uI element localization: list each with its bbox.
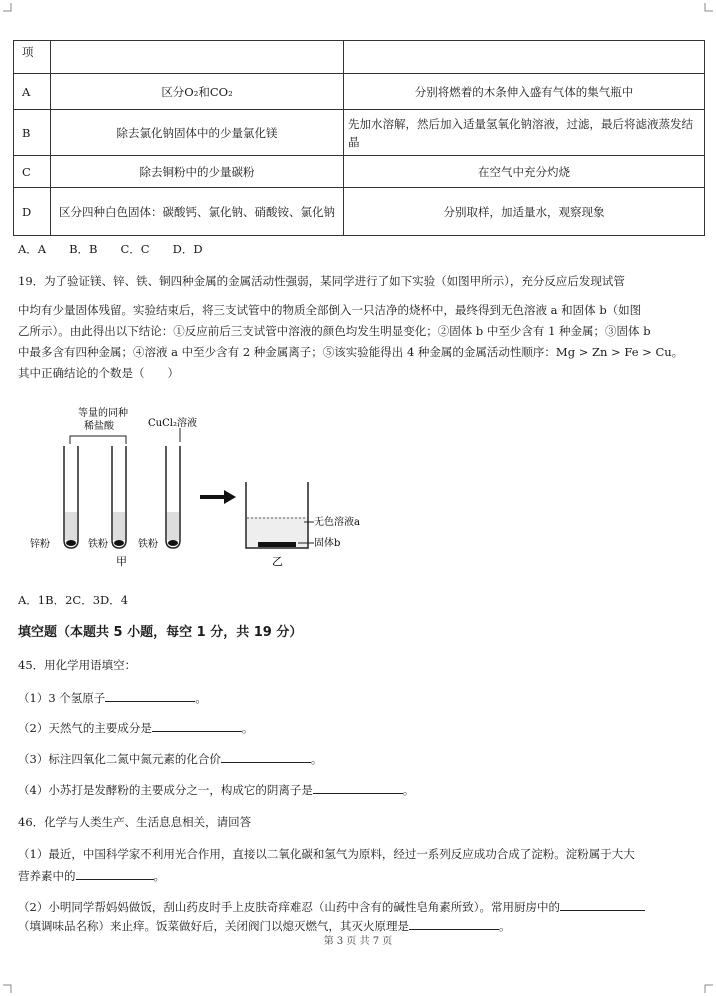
q46-p2-line-1 <box>18 897 645 916</box>
q46-p1-line-2 <box>18 866 165 885</box>
answer-blank[interactable] <box>105 688 195 702</box>
row-label: D <box>14 188 51 236</box>
label-cucl2: CuCl₂溶液 <box>148 418 197 429</box>
page-footer: 第 3 页 共 7 页 <box>323 936 393 947</box>
q46-p2-end: 。 <box>499 919 511 933</box>
test-tube-2 <box>112 446 126 548</box>
label-yi: 乙 <box>272 555 283 568</box>
solid-b <box>258 542 296 547</box>
row-method: 分别将燃着的木条伸入盛有气体的集气瓶中 <box>344 74 705 110</box>
row-item: 除去氯化钠固体中的少量氯化镁 <box>51 110 344 156</box>
beaker <box>246 482 308 548</box>
table-row <box>14 156 705 188</box>
test-tube-1 <box>64 446 78 548</box>
label-acid-2: 稀盐酸 <box>84 421 114 432</box>
row-label: A <box>14 74 51 110</box>
label-iron-1: 铁粉 <box>88 539 108 550</box>
corner-mark-bottom-left <box>3 983 13 993</box>
row-item: 除去铜粉中的少量碳粉 <box>51 156 344 188</box>
label-jia: 甲 <box>116 555 127 568</box>
q45-item-3-text: （3）标注四氧化二氮中氮元素的化合价 <box>18 752 221 766</box>
q19-line-2: 中均有少量固体残留。实验结束后，将三支试管中的物质全部倒入一只洁净的烧杯中，最终得到无色溶液 a 和固体 b（如图 <box>18 303 642 317</box>
zinc-powder <box>66 540 76 546</box>
q45-item-3-end: 。 <box>310 752 323 766</box>
table-cell <box>51 41 344 74</box>
table-cell: 项 <box>14 41 51 74</box>
label-solution-a: 无色溶液a <box>314 517 360 528</box>
answer-blank[interactable] <box>221 749 311 763</box>
label-zinc: 锌粉 <box>30 539 50 550</box>
table-answer-choices: A．A B．B C．C D．D <box>18 242 203 256</box>
label-acid: 等量的同种 <box>78 408 128 419</box>
q45-item-4-text: （4）小苏打是发酵粉的主要成分之一，构成它的阴离子是 <box>18 783 313 797</box>
row-method: 在空气中充分灼烧 <box>344 156 705 188</box>
corner-mark-top-right <box>703 3 713 13</box>
answer-blank[interactable] <box>409 916 499 930</box>
iron-powder-2 <box>168 540 178 546</box>
test-tube-3 <box>166 446 180 548</box>
arrow-icon <box>200 490 236 504</box>
q45-item-2-text: （2）天然气的主要成分是 <box>18 721 152 735</box>
corner-mark-top-left <box>3 3 13 13</box>
table-row <box>14 188 705 236</box>
answer-blank[interactable] <box>152 718 242 732</box>
row-method: 分别取样，加适量水，观察现象 <box>344 188 705 236</box>
q45-item-1-end: 。 <box>195 691 207 705</box>
table-header-row <box>14 41 705 74</box>
q45-item-2-end: 。 <box>241 721 254 735</box>
label-iron-2: 铁粉 <box>138 539 158 550</box>
q46-title: 46．化学与人类生产、生活息息相关，请回答 <box>18 815 252 829</box>
q45-item-4-end: 。 <box>402 783 415 797</box>
q46-p1-end: 。 <box>153 869 165 883</box>
section-title: 填空题（本题共 5 小题，每空 1 分，共 19 分） <box>18 625 303 640</box>
q19-answer-choices: A．1B．2C．3D．4 <box>18 593 129 607</box>
q46-p2-text-2: （填调味品名称）来止痒。饭菜做好后，关闭阀门以熄灭燃气，其灭火原理是 <box>18 919 409 933</box>
table-row <box>14 110 705 156</box>
corner-mark-bottom-right <box>703 983 713 993</box>
q45-item-1-text: （1）3 个氢原子 <box>18 691 106 705</box>
iron-powder-1 <box>114 540 124 546</box>
row-label: B <box>14 110 51 156</box>
q46-p1-line-1: （1）最近，中国科学家不利用光合作用，直接以二氧化碳和氢气为原料，经过一系列反应成功合成了淀粉。淀粉属于大大 <box>18 847 635 861</box>
row-item: 区分O₂和CO₂ <box>51 74 344 110</box>
row-method: 先加水溶解，然后加入适量氢氧化钠溶液，过滤，最后将滤液蒸发结晶 <box>344 110 705 156</box>
q45-title: 45．用化学用语填空： <box>18 658 137 672</box>
q19-line-5: 其中正确结论的个数是（ ） <box>18 366 179 380</box>
q19-line-3: 乙所示）。由此得出以下结论：①反应前后三支试管中溶液的颜色均发生明显变化；②固体 b 中至少含有 1 种金属；③固体 b <box>18 324 651 338</box>
answer-blank[interactable] <box>313 780 403 794</box>
row-label: C <box>14 156 51 188</box>
table-row <box>14 74 705 110</box>
q45-item-1 <box>18 688 207 707</box>
q46-p1-text: 营养素中的 <box>18 869 76 883</box>
q19-line-4: 中最多含有四种金属；④溶液 a 中至少含有 2 种金属离子；⑤该实验能得出 4 种金属的金属活动性顺序：Mg > Zn > Fe > Cu。 <box>18 345 684 359</box>
q19-line-1: 19．为了验证镁、锌、铁、铜四种金属的金属活动性强弱，某同学进行了如下实验（如图甲所示），充分反应后发现试管 <box>18 274 625 288</box>
q45-item-3 <box>18 749 322 768</box>
row-item: 区分四种白色固体：碳酸钙、氯化钠、硝酸铵、氯化钠 <box>51 188 344 236</box>
q45-item-4 <box>18 780 414 799</box>
label-solid-b: 固体b <box>314 538 341 549</box>
answer-blank[interactable] <box>76 866 154 880</box>
experiment-figure <box>28 402 378 577</box>
q45-item-2 <box>18 718 253 737</box>
table-cell <box>344 41 705 74</box>
options-table <box>13 40 705 236</box>
answer-blank[interactable] <box>560 897 645 911</box>
acid-bracket <box>70 436 126 444</box>
q46-p2-text: （2）小明同学帮妈妈做饭，刮山药皮时手上皮肤奇痒难忍（山药中含有的碱性皂角素所致）。常用厨房中的 <box>18 900 561 914</box>
